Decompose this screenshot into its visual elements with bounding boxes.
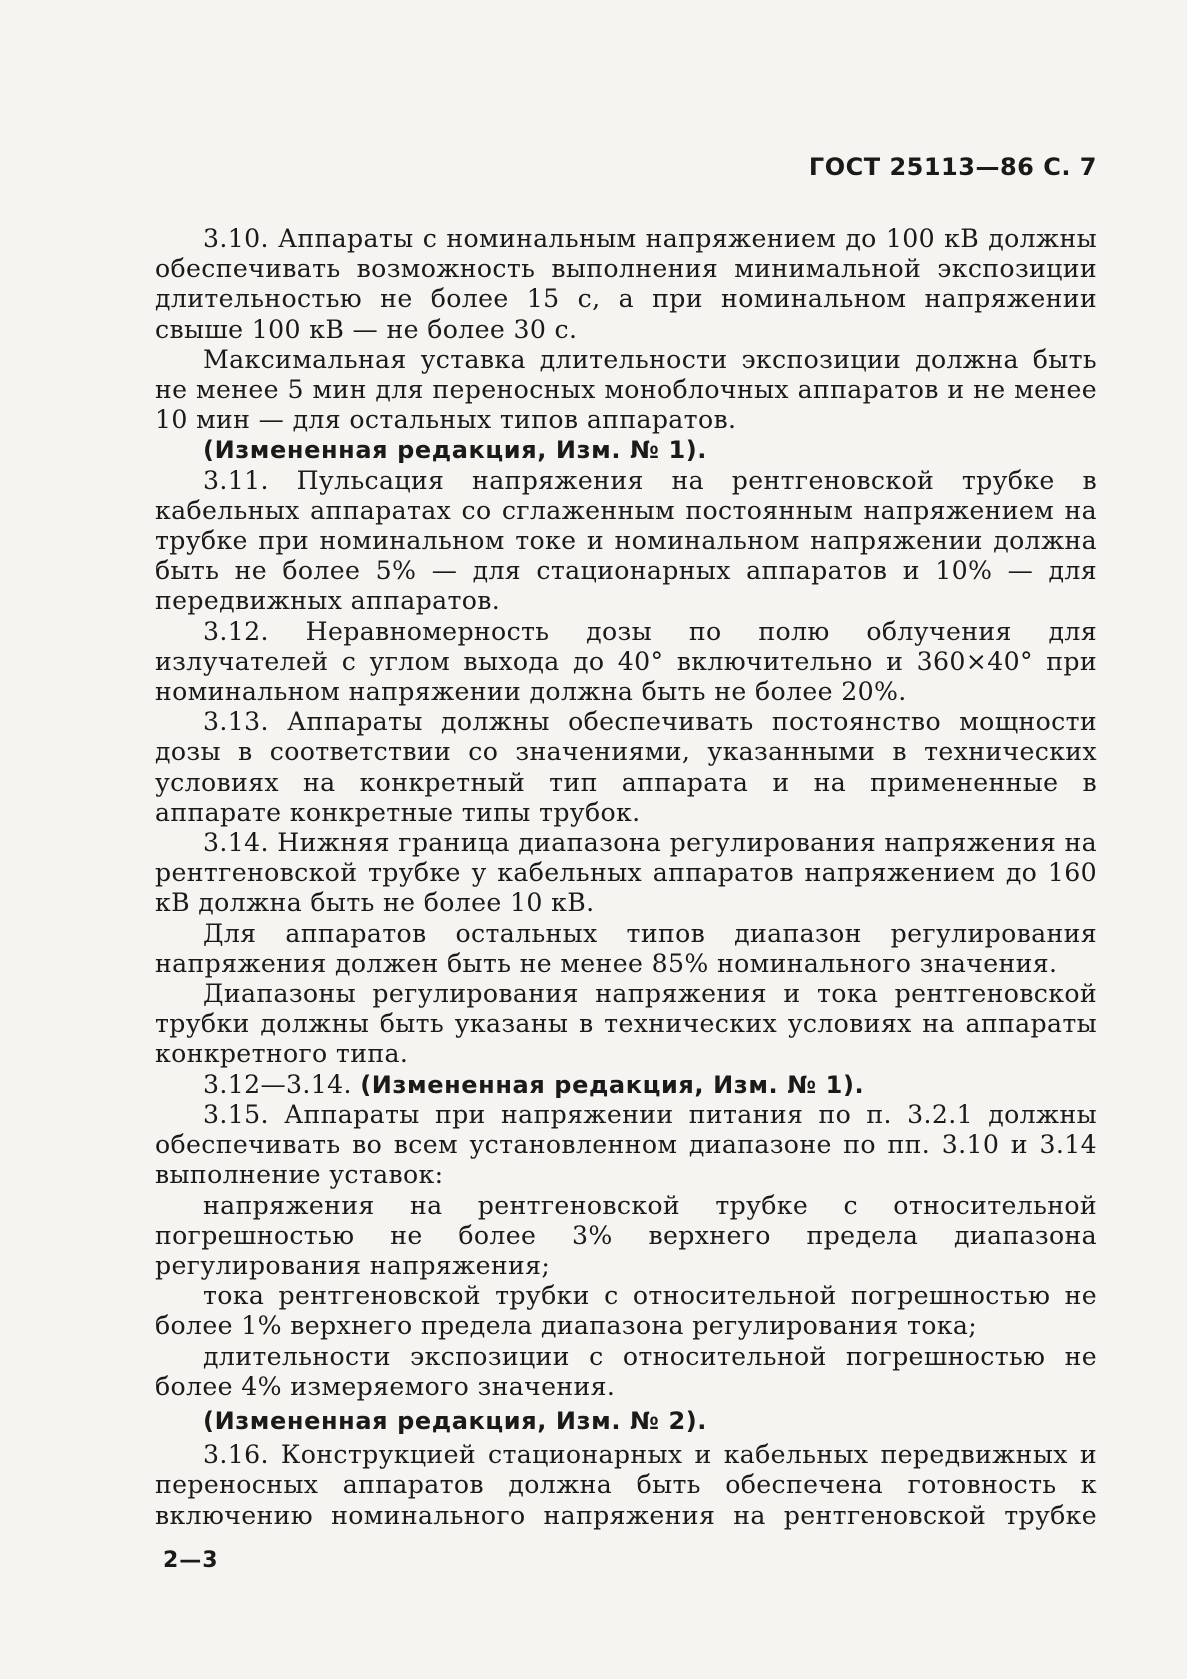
clause-3-15: 3.15. Аппараты при напряжении питания по п. 3.2.1 должны обеспечивать во всем установленном диапазоне по пп. 3.10 и 3.14 выполнение уставок:: [155, 1099, 1097, 1190]
clause-3-11: 3.11. Пульсация напряжения на рентгеновской трубке в кабельных аппаратах со сглаженным постоянным напряжением на трубке при номинальном токе и номинальном напряжении должна быть не более 5% — для стационарных аппаратов и 10% — для передвижных аппаратов.: [155, 465, 1097, 616]
clause-3-15-item-exposure: длительности экспозиции с относительной погрешностью не более 4% измеряемого значения.: [155, 1341, 1097, 1401]
amendment-note: (Измененная редакция, Изм. № 1).: [203, 436, 708, 465]
clause-3-15-item-voltage: напряжения на рентгеновской трубке с относительной погрешностью не более 3% верхнего предела диапазона регулирования напряжения;: [155, 1190, 1097, 1280]
running-header: ГОСТ 25113—86 С. 7: [808, 153, 1097, 181]
clause-3-13: 3.13. Аппараты должны обеспечивать постоянство мощности дозы в соответствии со значениями, указанными в технических условиях на конкретный тип аппарата и на примененные в аппарате конкретные типы трубок.: [155, 707, 1097, 827]
clause-3-10-paragraph-2: Максимальная уставка длительности экспозиции должна быть не менее 5 мин для переносных моноблочных аппаратов и не менее 10 мин — для остальных типов аппаратов.: [155, 344, 1097, 435]
signature-mark: 2—3: [163, 1548, 219, 1573]
amendment-range-prefix: 3.12—3.14.: [203, 1069, 361, 1099]
clause-3-16: 3.16. Конструкцией стационарных и кабельных передвижных и переносных аппаратов должна быть обеспечена готовность к включению номинального напряжения на рентгеновской трубке: [155, 1440, 1097, 1530]
clause-3-12: 3.12. Неравномерность дозы по полю облучения для излучателей с углом выхода до 40° включительно и 360×40° при номинальном напряжении должна быть не более 20%.: [155, 616, 1097, 707]
amendment-range-bold: (Измененная редакция, Изм. № 1).: [360, 1070, 865, 1099]
clause-3-14-paragraph-3: Диапазоны регулирования напряжения и тока рентгеновской трубки должны быть указаны в технических условиях на аппараты конкретного типа.: [155, 979, 1097, 1069]
clause-3-15-item-current: тока рентгеновской трубки с относительной погрешностью не более 1% верхнего предела диапазона регулирования тока;: [155, 1281, 1097, 1341]
amendment-note-2: (Измененная редакция, Изм. № 2).: [203, 1406, 708, 1435]
clause-3-10: 3.10. Аппараты с номинальным напряжением до 100 кВ должны обеспечивать возможность выполнения минимальной экспозиции длительностью не более 15 с, а при номинальном напряжении свыше 100 кВ — не более 30 с.: [155, 224, 1097, 344]
clause-3-14-paragraph-2: Для аппаратов остальных типов диапазон регулирования напряжения должен быть не менее 85% номинального значения.: [155, 918, 1097, 978]
body-text: [155, 224, 1097, 1531]
clause-3-14: 3.14. Нижняя граница диапазона регулирования напряжения на рентгеновской трубке у кабельных аппаратов напряжением до 160 кВ должна быть не более 10 кВ.: [155, 828, 1097, 918]
amendment-note-range: [155, 1070, 1097, 1100]
